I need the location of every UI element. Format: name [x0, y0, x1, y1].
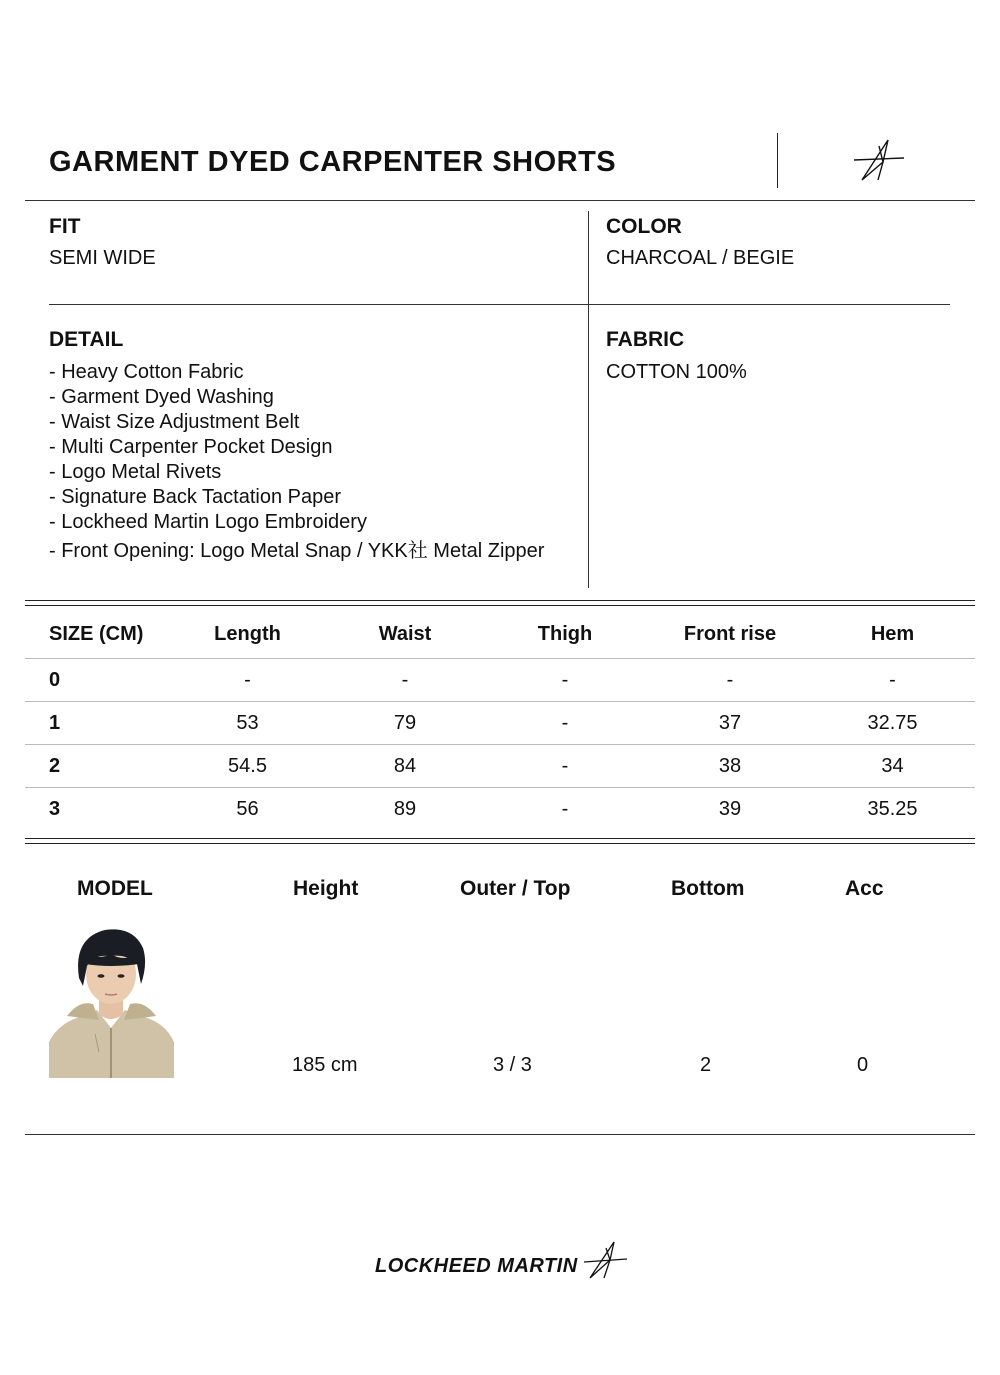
- fit-label: FIT: [49, 215, 81, 238]
- table-row: [25, 745, 975, 788]
- detail-item: - Lockheed Martin Logo Embroidery: [49, 511, 367, 533]
- waist-cell: 89: [330, 788, 480, 831]
- brand-star-icon: [852, 136, 906, 184]
- color-value: CHARCOAL / BEGIE: [606, 247, 795, 269]
- table-row: [25, 702, 975, 745]
- page-title: GARMENT DYED CARPENTER SHORTS: [49, 146, 617, 178]
- detail-item: - Logo Metal Rivets: [49, 461, 222, 483]
- size-table: [25, 610, 975, 830]
- hem-cell: 32.75: [810, 702, 975, 745]
- detail-list: [49, 360, 544, 564]
- header-divider: [777, 133, 778, 188]
- brand-logo-text: LOCKHEED MARTIN: [375, 1255, 578, 1277]
- header-rule: [25, 200, 975, 201]
- size-table-header: [25, 610, 975, 659]
- size-table-bottom-rule: [25, 838, 975, 844]
- thigh-cell: -: [480, 659, 650, 702]
- size-table-top-rule: [25, 600, 975, 606]
- front-rise-cell: 39: [650, 788, 810, 831]
- model-header: MODEL: [77, 877, 153, 900]
- front-rise-cell: -: [650, 659, 810, 702]
- detail-item: - Heavy Cotton Fabric: [49, 361, 244, 383]
- thigh-header: Thigh: [537, 622, 593, 645]
- brand-logo-star-icon: [584, 1240, 628, 1280]
- bottom-value: 2: [700, 1054, 712, 1076]
- model-photo: [49, 924, 174, 1078]
- size-cell: 3: [25, 788, 165, 831]
- acc-header: Acc: [845, 877, 884, 900]
- size-header: SIZE (CM): [49, 622, 144, 645]
- waist-cell: 84: [330, 745, 480, 788]
- hem-cell: -: [810, 659, 975, 702]
- waist-cell: -: [330, 659, 480, 702]
- detail-item: - Multi Carpenter Pocket Design: [49, 436, 333, 458]
- length-header: Length: [214, 622, 281, 645]
- model-bottom-rule: [25, 1134, 975, 1135]
- acc-value: 0: [857, 1054, 869, 1076]
- waist-header: Waist: [378, 622, 432, 645]
- length-cell: -: [165, 659, 330, 702]
- front-rise-cell: 38: [650, 745, 810, 788]
- size-cell: 0: [25, 659, 165, 702]
- hem-cell: 34: [810, 745, 975, 788]
- outer-top-value: 3 / 3: [493, 1054, 532, 1076]
- table-row: [25, 659, 975, 702]
- fabric-value: COTTON 100%: [606, 361, 747, 383]
- height-header: Height: [293, 877, 359, 900]
- front-rise-header: Front rise: [683, 622, 777, 645]
- front-rise-cell: 37: [650, 702, 810, 745]
- height-value: 185 cm: [292, 1054, 358, 1076]
- detail-item: - Waist Size Adjustment Belt: [49, 411, 300, 433]
- waist-cell: 79: [330, 702, 480, 745]
- length-cell: 56: [165, 788, 330, 831]
- color-label: COLOR: [606, 215, 682, 238]
- hem-header: Hem: [870, 622, 915, 645]
- size-cell: 2: [25, 745, 165, 788]
- fit-value: SEMI WIDE: [49, 247, 156, 269]
- detail-label: DETAIL: [49, 328, 124, 351]
- size-cell: 1: [25, 702, 165, 745]
- detail-item: - Signature Back Tactation Paper: [49, 486, 342, 508]
- length-cell: 53: [165, 702, 330, 745]
- table-row: [25, 788, 975, 831]
- detail-item: - Front Opening: Logo Metal Snap / YKK社 Metal Zipper: [49, 540, 545, 562]
- hem-cell: 35.25: [810, 788, 975, 831]
- section-rule: [49, 304, 950, 305]
- thigh-cell: -: [480, 702, 650, 745]
- bottom-header: Bottom: [671, 877, 745, 900]
- detail-item: - Garment Dyed Washing: [49, 386, 274, 408]
- outer-top-header: Outer / Top: [460, 877, 571, 900]
- thigh-cell: -: [480, 745, 650, 788]
- fabric-label: FABRIC: [606, 328, 685, 351]
- length-cell: 54.5: [165, 745, 330, 788]
- thigh-cell: -: [480, 788, 650, 831]
- column-divider: [588, 211, 589, 588]
